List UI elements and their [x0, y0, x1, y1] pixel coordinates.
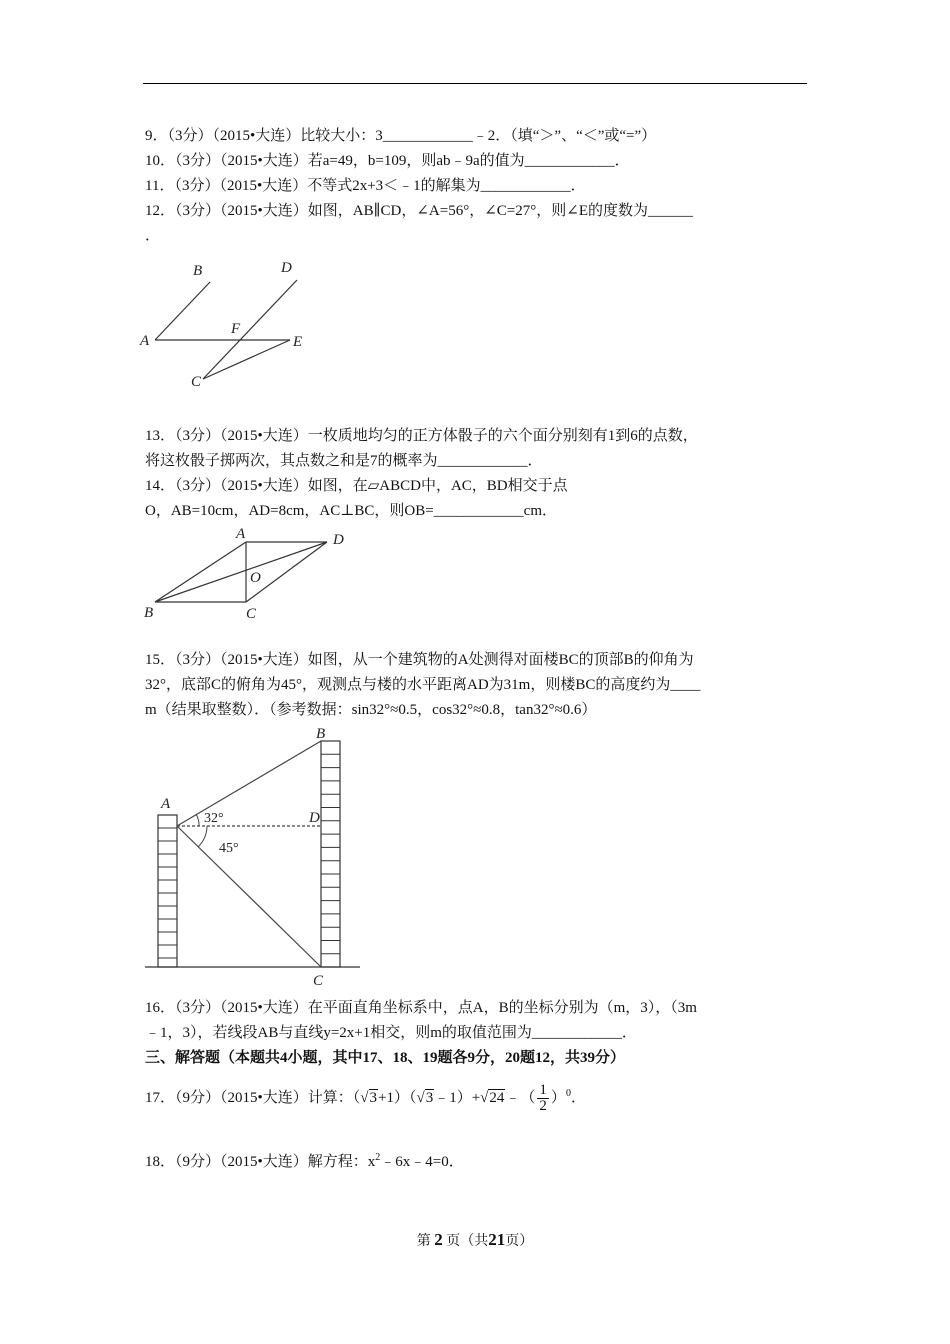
- figure-q15: [135, 722, 370, 992]
- side-ab: [155, 542, 246, 602]
- diagonal-bd: [155, 542, 327, 602]
- label-b: B: [144, 605, 154, 621]
- footer-total-pages: 21: [488, 1230, 506, 1249]
- label-a: A: [161, 796, 171, 812]
- q17-part2: ﹣1）+: [434, 1089, 481, 1106]
- footer-mid: 页（共: [446, 1234, 489, 1249]
- label-b: B: [316, 726, 326, 742]
- page-footer: [0, 1230, 950, 1250]
- arc-45: [198, 826, 207, 847]
- sqrt-24: 24: [489, 1089, 505, 1106]
- line-of-sight-ab: [177, 741, 321, 826]
- label-b: B: [193, 263, 203, 279]
- denominator: 2: [539, 1098, 547, 1114]
- header-rule: [143, 83, 807, 84]
- question-14-line1: 14．（3分）（2015•大连）如图，在▱ABCD中，AC，BD相交于点: [145, 478, 568, 494]
- q17-part1: +1）（: [378, 1089, 417, 1106]
- q17-prefix: 17．（9分）（2015•大连）计算：（: [145, 1089, 361, 1106]
- line-ce: [203, 340, 290, 379]
- label-a: A: [236, 526, 246, 542]
- q18-rest: ﹣6x﹣4=0．: [380, 1154, 464, 1170]
- angle-32-label: 32°: [204, 811, 224, 826]
- q17-end: ．: [570, 1089, 586, 1106]
- label-e: E: [293, 334, 303, 350]
- label-c: C: [313, 973, 324, 989]
- section-3-heading: 三、解答题（本题共4小题，其中17、18、19题各9分，20题12，共39分）: [145, 1050, 626, 1066]
- question-15-line3: m（结果取整数）．（参考数据：sin32°≈0.5，cos32°≈0.8，tan32°≈0.6）: [145, 702, 597, 718]
- building-bc: [321, 741, 340, 967]
- question-9: 9．（3分）（2015•大连）比较大小：3____________﹣2．（填“＞”、“＜”或“=”）: [145, 128, 657, 144]
- angle-45-label: 45°: [219, 841, 239, 856]
- question-15-line2: 32°，底部C的俯角为45°，观测点与楼的水平距离AD为31m，则楼BC的高度约为____: [145, 677, 701, 693]
- question-10: 10．（3分）（2015•大连）若a=49，b=109，则ab﹣9a的值为____________．: [145, 153, 630, 169]
- arc-32: [196, 814, 199, 826]
- label-f: F: [231, 321, 241, 337]
- label-c: C: [246, 606, 257, 622]
- question-16-line2: ﹣1，3），若线段AB与直线y=2x+1相交，则m的取值范围为____________．: [145, 1025, 637, 1041]
- q17-part3: ﹣（: [505, 1089, 536, 1106]
- q18-prefix: 18．（9分）（2015•大连）解方程：x: [145, 1154, 376, 1170]
- sqrt-3-a: 3: [369, 1089, 377, 1106]
- building-bc-floors: [321, 754, 340, 954]
- question-12-continuation: ．: [145, 228, 161, 244]
- footer-post: 页）: [505, 1234, 534, 1249]
- q17-part4: ）: [550, 1089, 566, 1106]
- question-16-line1: 16．（3分）（2015•大连）在平面直角坐标系中，点A，B的坐标分别为（m，3），（3m: [145, 1000, 697, 1016]
- building-a-floors: [158, 828, 177, 958]
- question-12: 12．（3分）（2015•大连）如图，AB∥CD，∠A=56°，∠C=27°，则∠E的度数为______: [145, 203, 693, 219]
- question-13-line2: 将这枚骰子掷两次，其点数之和是7的概率为____________．: [145, 453, 543, 469]
- footer-pre: 第: [416, 1234, 431, 1249]
- label-o: O: [250, 570, 261, 586]
- exponent-2: 2: [375, 1152, 381, 1163]
- label-c: C: [191, 374, 202, 390]
- line-cd: [203, 280, 297, 379]
- question-17: 17．（9分）（2015•大连）计算：（√3+1）（√3﹣1）+√24﹣（ $\frac{1}{2}$ ）$^0$．: [145, 1082, 586, 1114]
- exponent-0: 0: [565, 1087, 571, 1099]
- label-d: D: [309, 810, 320, 826]
- label-a: A: [140, 333, 150, 349]
- figure-q14: [135, 522, 360, 622]
- question-13-line1: 13．（3分）（2015•大连）一枚质地均匀的正方体骰子的六个面分别刻有1到6的点数，: [145, 428, 698, 444]
- label-d: D: [333, 532, 344, 548]
- building-a: [158, 815, 177, 967]
- line-of-sight-ac: [177, 826, 321, 967]
- question-18: [145, 1148, 464, 1172]
- question-14-line2: O，AB=10cm，AD=8cm，AC⊥BC，则OB=____________cm．: [145, 503, 557, 519]
- label-d: D: [281, 260, 292, 276]
- question-15-line1: 15．（3分）（2015•大连）如图，从一个建筑物的A处测得对面楼BC的顶部B的仰角为: [145, 652, 694, 668]
- numerator: 1: [539, 1082, 547, 1098]
- fraction-half: [537, 1083, 549, 1114]
- footer-page-number: 2: [434, 1230, 443, 1249]
- figure-q12: [135, 255, 335, 395]
- sqrt-3-b: 3: [425, 1089, 434, 1106]
- line-ab: [155, 282, 210, 340]
- question-11: 11．（3分）（2015•大连）不等式2x+3＜﹣1的解集为____________．: [145, 178, 586, 194]
